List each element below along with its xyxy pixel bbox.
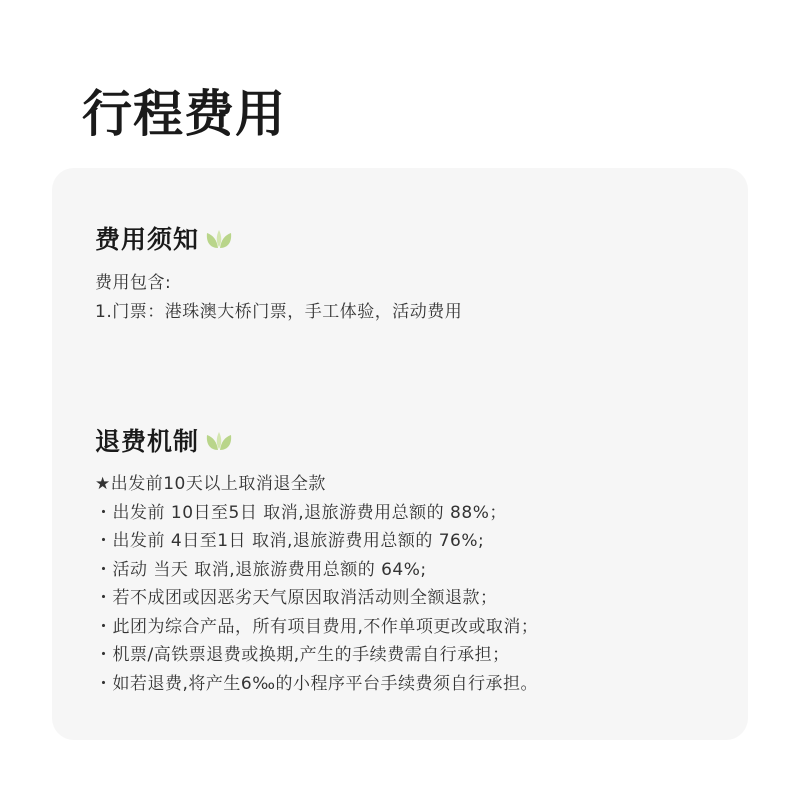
fee-notice-body (95, 269, 462, 326)
fee-notice-heading-label: 费用须知 (95, 225, 200, 254)
refund-line: ・如若退费,将产生6‰的小程序平台手续费须自行承担。 (95, 673, 539, 694)
fee-card (52, 168, 748, 740)
refund-line: ★出发前10天以上取消退全款 (95, 474, 326, 494)
refund-policy-body (95, 470, 538, 698)
leaf-icon (205, 428, 233, 452)
page-title: 行程费用 (82, 85, 286, 143)
refund-line: ・出发前 4日至1日 取消,退旅游费用总额的 76%; (95, 531, 485, 551)
refund-line: ・活动 当天 取消,退旅游费用总额的 64%; (95, 559, 427, 580)
fee-notice-heading (95, 220, 233, 256)
leaf-icon (205, 226, 233, 250)
refund-policy-heading (95, 422, 233, 458)
refund-policy-heading-label: 退费机制 (95, 427, 200, 456)
refund-line: ・机票/高铁票退费或换期,产生的手续费需自行承担； (95, 645, 510, 665)
fee-includes-label: 费用包含: (95, 273, 172, 293)
refund-line: ・此团为综合产品，所有项目费用,不作单项更改或取消； (95, 616, 539, 637)
fee-includes-item: 1.门票：港珠澳大桥门票，手工体验，活动费用 (95, 301, 463, 322)
refund-line: ・出发前 10日至5日 取消,退旅游费用总额的 88%； (95, 502, 507, 523)
refund-line: ・若不成团或因恶劣天气原因取消活动则全额退款； (95, 588, 498, 608)
